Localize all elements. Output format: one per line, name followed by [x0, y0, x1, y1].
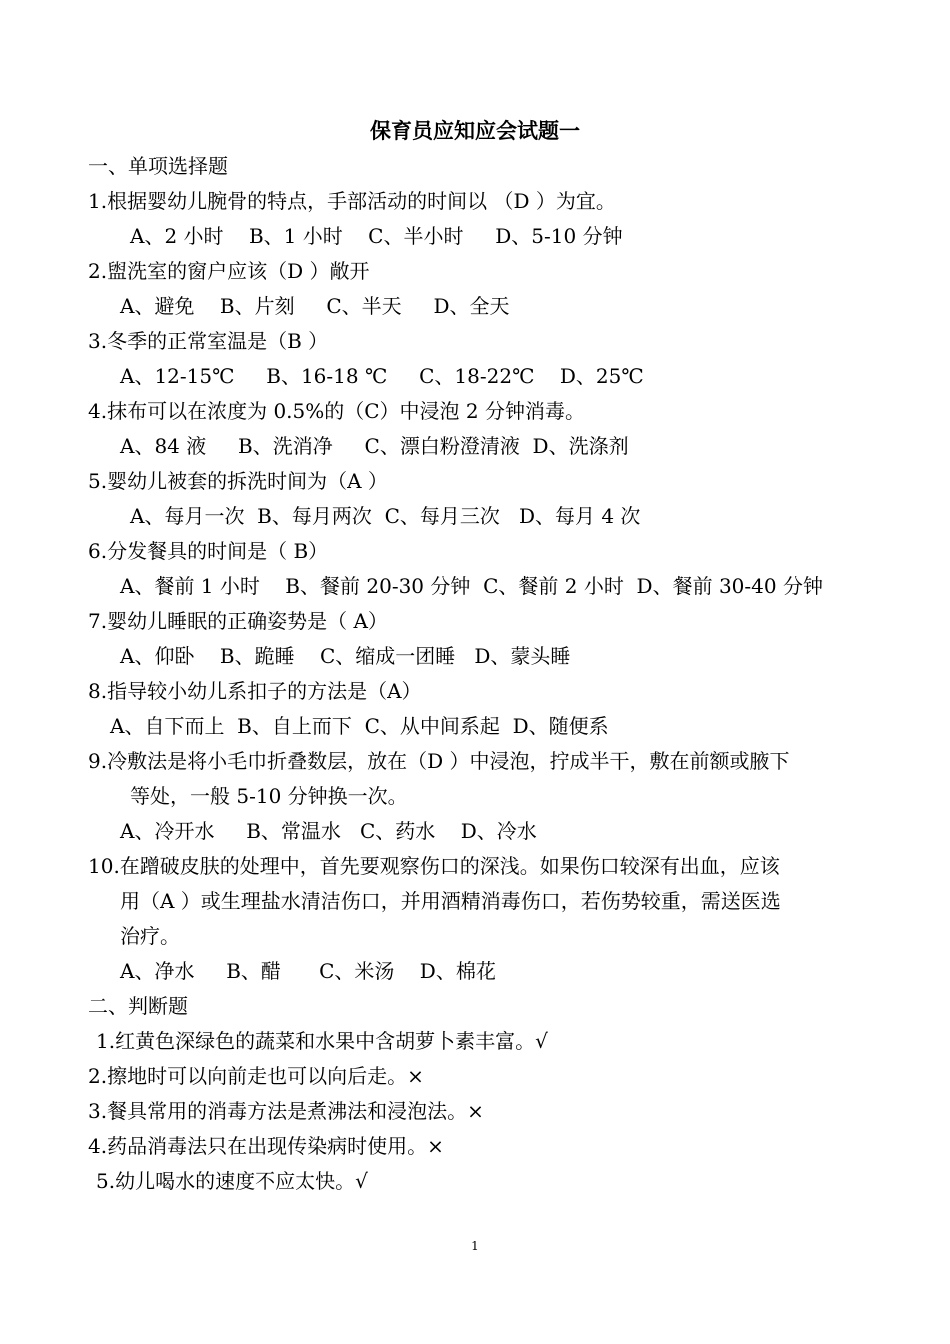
- judgement-3: 3.餐具常用的消毒方法是煮沸法和浸泡法。×: [88, 1099, 484, 1123]
- judgement-1: 1.红黄色深绿色的蔬菜和水果中含胡萝卜素丰富。√: [96, 1029, 548, 1053]
- question-7: 7.婴幼儿睡眠的正确姿势是（ A）: [88, 609, 388, 633]
- question-4-options: A、84 液 B、洗消净 C、漂白粉澄清液 D、洗涤剂: [120, 434, 629, 458]
- question-1-options: A、2 小时 B、1 小时 C、半小时 D、5-10 分钟: [130, 224, 623, 248]
- question-4: 4.抹布可以在浓度为 0.5%的（C）中浸泡 2 分钟消毒。: [88, 399, 585, 423]
- judgement-4: 4.药品消毒法只在出现传染病时使用。×: [88, 1134, 444, 1158]
- question-9-line-2: 等处，一般 5-10 分钟换一次。: [130, 784, 408, 808]
- question-9-options: A、冷开水 B、常温水 C、药水 D、冷水: [120, 819, 537, 843]
- question-10-line-2: 用（A ）或生理盐水清洁伤口，并用酒精消毒伤口，若伤势较重，需送医选: [120, 889, 781, 913]
- question-3-options: A、12-15℃ B、16-18 ℃ C、18-22℃ D、25℃: [120, 364, 644, 388]
- question-1: 1.根据婴幼儿腕骨的特点，手部活动的时间以 （D ）为宜。: [88, 189, 616, 213]
- judgement-2: 2.擦地时可以向前走也可以向后走。×: [88, 1064, 424, 1088]
- question-8: 8.指导较小幼儿系扣子的方法是（A）: [88, 679, 422, 703]
- question-5: 5.婴幼儿被套的拆洗时间为（A ）: [88, 469, 388, 493]
- question-9-line-1: 9.冷敷法是将小毛巾折叠数层，放在（D ）中浸泡，拧成半干，敷在前额或腋下: [88, 749, 790, 773]
- section-heading-single-choice: 一、单项选择题: [88, 154, 228, 178]
- question-2-options: A、避免 B、片刻 C、半天 D、全天: [120, 294, 510, 318]
- question-10-line-3: 治疗。: [120, 924, 180, 948]
- judgement-5: 5.幼儿喝水的速度不应太快。√: [96, 1169, 368, 1193]
- section-heading-true-false: 二、判断题: [88, 994, 188, 1018]
- page-title: 保育员应知应会试题一: [370, 119, 580, 143]
- question-6-options: A、餐前 1 小时 B、餐前 20-30 分钟 C、餐前 2 小时 D、餐前 30-40 分钟: [120, 574, 823, 598]
- question-8-options: A、自下而上 B、自上而下 C、从中间系起 D、随便系: [110, 714, 609, 738]
- question-5-options: A、每月一次 B、每月两次 C、每月三次 D、每月 4 次: [130, 504, 641, 528]
- page-number: 1: [471, 1239, 479, 1253]
- question-10-line-1: 10.在蹭破皮肤的处理中，首先要观察伤口的深浅。如果伤口较深有出血，应该: [88, 854, 780, 878]
- question-10-options: A、净水 B、醋 C、米汤 D、棉花: [120, 959, 496, 983]
- question-6: 6.分发餐具的时间是（ B）: [88, 539, 329, 563]
- question-3: 3.冬季的正常室温是（B ）: [88, 329, 329, 353]
- question-2: 2.盥洗室的窗户应该（D ）敞开: [88, 259, 370, 283]
- question-7-options: A、仰卧 B、跪睡 C、缩成一团睡 D、蒙头睡: [120, 644, 571, 668]
